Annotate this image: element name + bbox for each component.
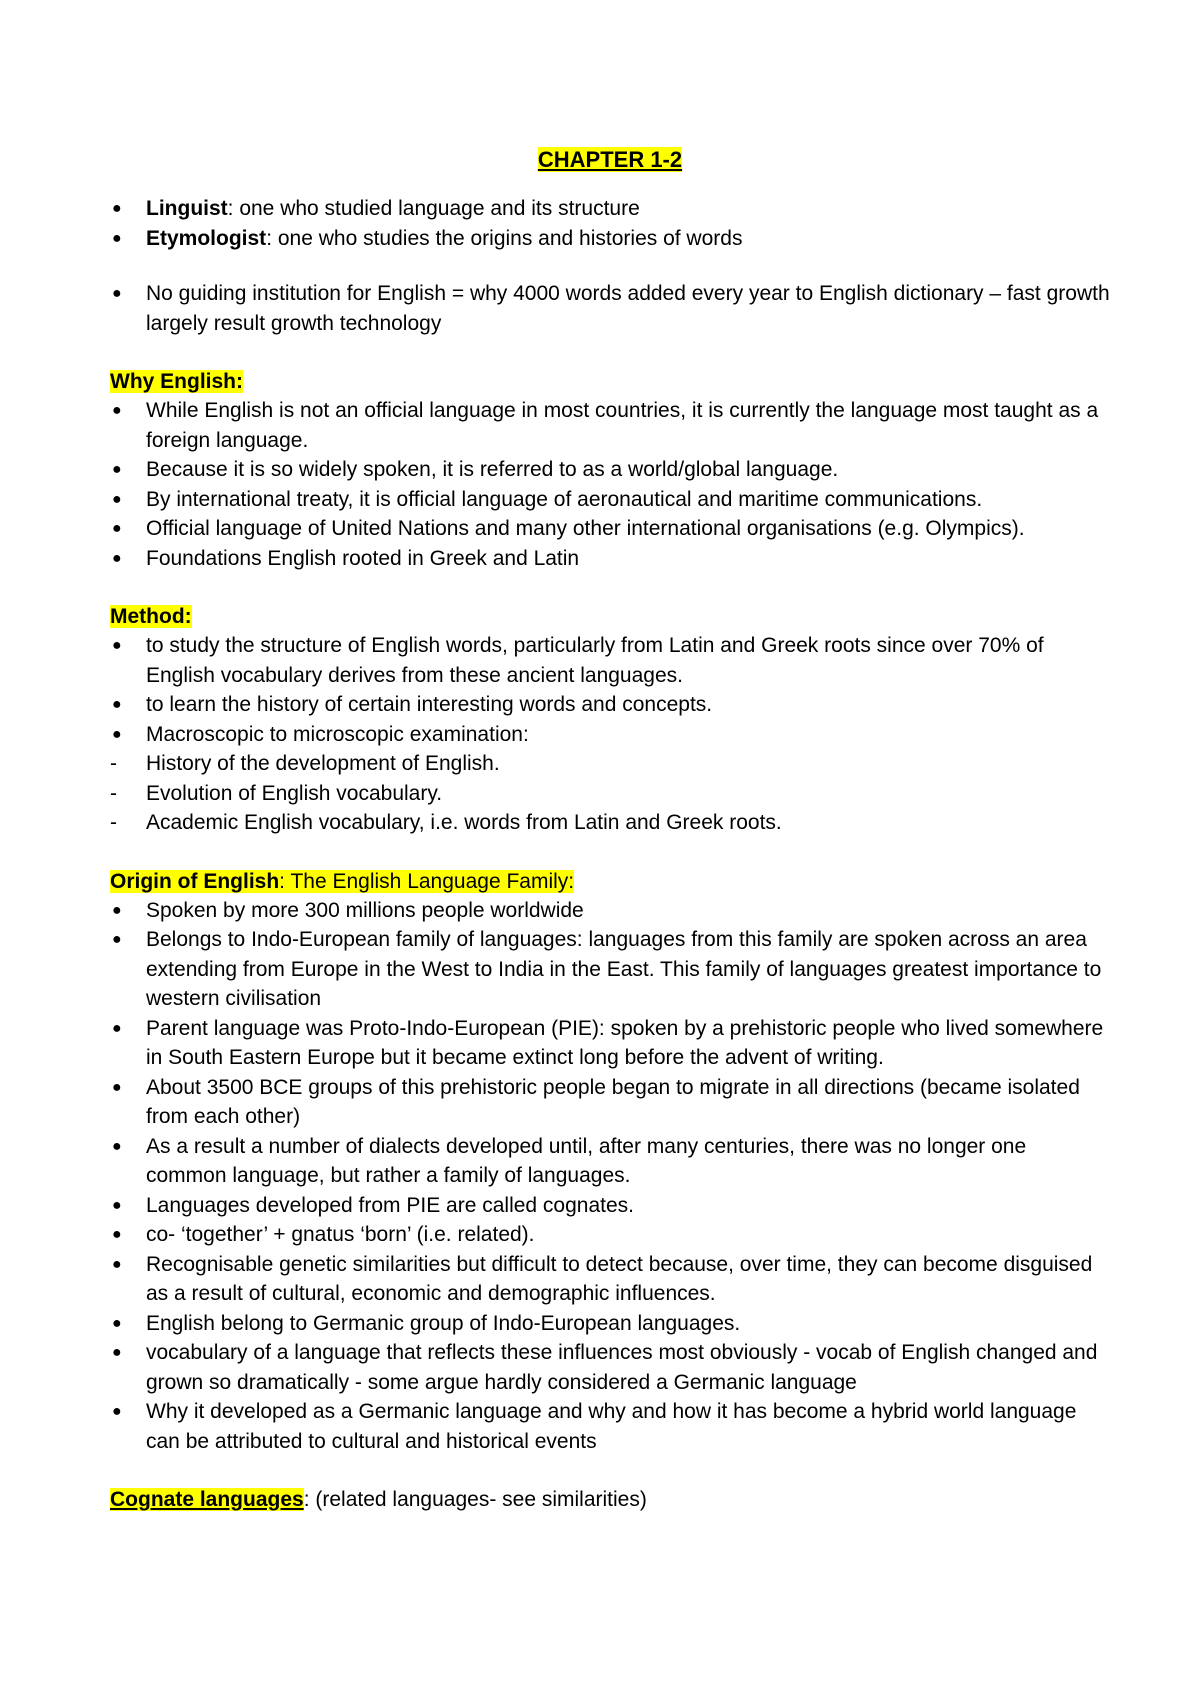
list-item (110, 279, 1110, 338)
list-item: ● Recognisable genetic similarities but difficult to detect because, over time, they can become disguised as a result of cultural, economic and demographic influences. (110, 1250, 1110, 1309)
list-item: - Evolution of English vocabulary. (110, 779, 1110, 809)
bullet-icon: ● (112, 1314, 122, 1332)
section-heading-origin: Origin of English: The English Language Family: (110, 869, 575, 893)
list-item: - Academic English vocabulary, i.e. words from Latin and Greek roots. (110, 808, 1110, 838)
list-item: ● co- ‘together’ + gnatus ‘born’ (i.e. related). (110, 1220, 1110, 1250)
dash-icon: - (110, 811, 117, 834)
term: Linguist (146, 197, 228, 220)
bullet-icon: ● (112, 931, 122, 948)
note-text: No guiding institution for English = why 4000 words added every year to English dictionary – fast growth largely result growth technology (146, 282, 1110, 335)
list-item: - History of the development of English. (110, 749, 1110, 779)
section-heading-why-english: Why English: (110, 370, 243, 393)
bullet-icon: ● (112, 402, 122, 419)
section-heading-method: Method: (110, 605, 192, 628)
list-item: ● Official language of United Nations and many other international organisations (e.g. Olympics). (110, 514, 1110, 544)
list-item (110, 194, 1110, 224)
list-item: ● English belong to Germanic group of Indo-European languages. (110, 1309, 1110, 1339)
why-english-list (110, 396, 1110, 573)
section-heading-cognate: Cognate languages: (related languages- see similarities) (110, 1488, 647, 1511)
list-item: ● Foundations English rooted in Greek and Latin (110, 544, 1110, 574)
bullet-icon: ● (112, 461, 122, 478)
origin-list (110, 896, 1110, 1457)
term: Etymologist (146, 226, 267, 250)
list-item (110, 224, 1110, 254)
list-item: ● While English is not an official language in most countries, it is currently the language most taught as a foreign language. (110, 396, 1110, 455)
bullet-icon: ● (112, 285, 122, 302)
method-list (110, 631, 1110, 838)
bullet-icon: ● (112, 229, 122, 247)
bullet-icon: ● (112, 901, 122, 919)
definitions-list (110, 194, 1110, 253)
bullet-icon: ● (112, 1196, 122, 1214)
list-item: ● By international treaty, it is official language of aeronautical and maritime communications. (110, 485, 1110, 515)
document-page (110, 146, 1110, 1514)
list-item: ● Parent language was Proto-Indo-European (PIE): spoken by a prehistoric people who lived somewhere in South Eastern Europe but it became extinct long before the advent of writing. (110, 1014, 1110, 1073)
bullet-icon: ● (112, 1019, 122, 1037)
page-title-text: CHAPTER 1-2 (537, 147, 683, 172)
list-item: ● As a result a number of dialects developed until, after many centuries, there was no longer one common language, but rather a family of languages. (110, 1132, 1110, 1191)
page-title (110, 146, 1110, 174)
list-item: ● Spoken by more 300 millions people worldwide (110, 896, 1110, 926)
bullet-icon: ● (112, 1226, 122, 1243)
bullet-icon: ● (112, 549, 122, 567)
list-item: ● vocabulary of a language that reflects these influences most obviously - vocab of English changed and grown so dramatically - some argue hardly considered a Germanic language (110, 1338, 1110, 1397)
bullet-icon: ● (112, 1137, 122, 1155)
bullet-icon: ● (112, 725, 122, 743)
list-item: ● to learn the history of certain interesting words and concepts. (110, 690, 1110, 720)
bullet-icon: ● (112, 520, 122, 537)
note-list (110, 279, 1110, 338)
bullet-icon: ● (112, 696, 122, 713)
list-item: ● Belongs to Indo-European family of languages: languages from this family are spoken across an area extending from Europe in the West to India in the East. This family of languages greatest importance to western civilisation (110, 925, 1110, 1014)
list-item: ● Languages developed from PIE are called cognates. (110, 1191, 1110, 1221)
list-item: ● to study the structure of English words, particularly from Latin and Greek roots since over 70% of English vocabulary derives from these ancient languages. (110, 631, 1110, 690)
bullet-icon: ● (112, 490, 122, 508)
definition: : one who studies the origins and histories of words (266, 226, 743, 250)
bullet-icon: ● (112, 637, 122, 654)
bullet-icon: ● (112, 1344, 122, 1361)
list-item: ● About 3500 BCE groups of this prehistoric people began to migrate in all directions (became isolated from each other) (110, 1073, 1110, 1132)
dash-icon: - (110, 781, 117, 805)
list-item: ● Because it is so widely spoken, it is referred to as a world/global language. (110, 455, 1110, 485)
definition: : one who studied language and its structure (227, 197, 640, 220)
bullet-icon: ● (112, 1255, 122, 1273)
dash-icon: - (110, 752, 117, 775)
list-item: ● Why it developed as a Germanic language and why and how it has become a hybrid world language can be attributed to cultural and historical events (110, 1397, 1110, 1456)
bullet-icon: ● (112, 1403, 122, 1420)
bullet-icon: ● (112, 200, 122, 217)
bullet-icon: ● (112, 1078, 122, 1096)
list-item: ● Macroscopic to microscopic examination: (110, 720, 1110, 750)
